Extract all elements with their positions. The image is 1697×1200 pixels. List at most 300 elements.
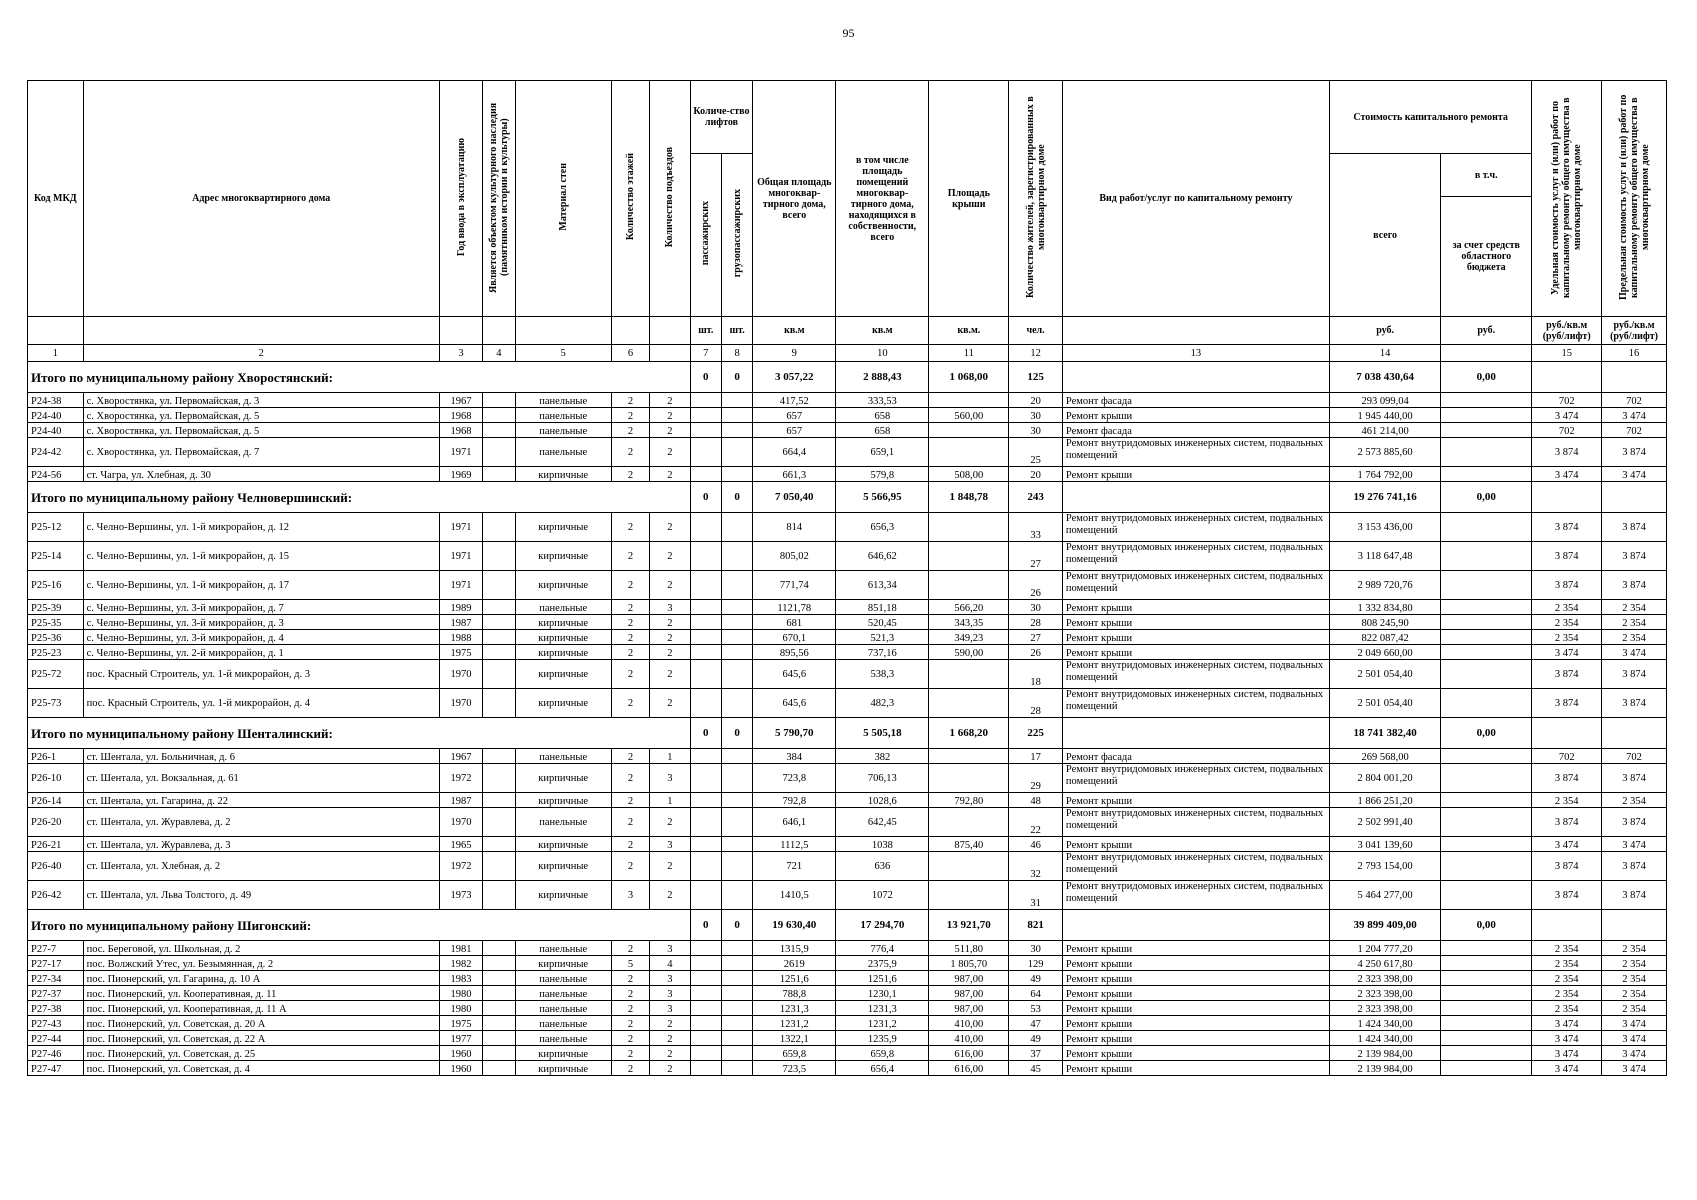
row-cost-regional	[1441, 941, 1532, 956]
row-total-area: 661,3	[753, 467, 836, 482]
row-floors: 5	[611, 956, 649, 971]
row-code: Р26-10	[28, 764, 84, 793]
row-entrances: 2	[650, 513, 690, 542]
row-unit-cost: 3 474	[1532, 837, 1602, 852]
row-heritage	[483, 600, 515, 615]
header-residents: Количество жителей, зарегистрированных в многоквартирном доме	[1009, 81, 1063, 317]
row-cost-total: 2 501 054,40	[1329, 689, 1440, 718]
row-residents: 31	[1009, 881, 1063, 910]
table-row	[28, 1001, 1667, 1016]
group-total-row	[28, 362, 1667, 393]
row-heritage	[483, 645, 515, 660]
column-index-cell: 2	[83, 345, 439, 362]
row-address: с. Хворостянка, ул. Первомайская, д. 3	[83, 393, 439, 408]
row-work-type: Ремонт крыши	[1062, 1046, 1329, 1061]
row-limit-cost: 2 354	[1602, 793, 1667, 808]
header-cost-incl: в т.ч.	[1441, 154, 1532, 197]
row-roof-area: 1 805,70	[929, 956, 1009, 971]
row-heritage	[483, 764, 515, 793]
group-total-area: 5 790,70	[753, 718, 836, 749]
unit-pcs: шт.	[690, 317, 721, 345]
row-cost-total: 2 323 398,00	[1329, 1001, 1440, 1016]
row-work-type: Ремонт внутридомовых инженерных систем, подвальных помещений	[1062, 513, 1329, 542]
row-work-type: Ремонт внутридомовых инженерных систем, подвальных помещений	[1062, 660, 1329, 689]
row-roof-area: 410,00	[929, 1016, 1009, 1031]
row-work-type: Ремонт крыши	[1062, 986, 1329, 1001]
table-row	[28, 793, 1667, 808]
row-unit-cost: 2 354	[1532, 956, 1602, 971]
group-lifts-pass: 0	[690, 362, 721, 393]
row-total-area: 384	[753, 749, 836, 764]
row-lifts-cargo	[721, 542, 752, 571]
row-code: Р27-38	[28, 1001, 84, 1016]
row-code: Р25-39	[28, 600, 84, 615]
row-heritage	[483, 615, 515, 630]
row-work-type: Ремонт крыши	[1062, 1016, 1329, 1031]
header-cost: Стоимость капитального ремонта	[1329, 81, 1531, 154]
unit-pcs: шт.	[721, 317, 752, 345]
column-index-cell: 13	[1062, 345, 1329, 362]
column-index-cell: 7	[690, 345, 721, 362]
row-total-area: 681	[753, 615, 836, 630]
row-address: с. Челно-Вершины, ул. 1-й микрорайон, д. 17	[83, 571, 439, 600]
row-year: 1975	[439, 645, 483, 660]
row-unit-cost: 3 874	[1532, 660, 1602, 689]
row-lifts-pass	[690, 408, 721, 423]
row-residents: 32	[1009, 852, 1063, 881]
row-address: ст. Шентала, ул. Журавлева, д. 2	[83, 808, 439, 837]
table-row	[28, 600, 1667, 615]
row-total-area: 1231,3	[753, 1001, 836, 1016]
row-unit-cost: 2 354	[1532, 630, 1602, 645]
row-heritage	[483, 793, 515, 808]
row-year: 1983	[439, 971, 483, 986]
group-work-empty	[1062, 718, 1329, 749]
row-work-type: Ремонт крыши	[1062, 467, 1329, 482]
row-floors: 2	[611, 808, 649, 837]
table-row	[28, 571, 1667, 600]
row-residents: 28	[1009, 615, 1063, 630]
row-entrances: 2	[650, 467, 690, 482]
row-cost-total: 808 245,90	[1329, 615, 1440, 630]
row-address: пос. Пионерский, ул. Гагарина, д. 10 А	[83, 971, 439, 986]
row-residents: 27	[1009, 542, 1063, 571]
row-cost-regional	[1441, 438, 1532, 467]
row-walls: панельные	[515, 1001, 611, 1016]
row-work-type: Ремонт внутридомовых инженерных систем, подвальных помещений	[1062, 438, 1329, 467]
group-owned-area: 5 566,95	[836, 482, 929, 513]
row-owned-area: 1251,6	[836, 971, 929, 986]
row-cost-regional	[1441, 764, 1532, 793]
row-floors: 2	[611, 971, 649, 986]
row-owned-area: 579,8	[836, 467, 929, 482]
row-address: ст. Чагра, ул. Хлебная, д. 30	[83, 467, 439, 482]
row-year: 1980	[439, 986, 483, 1001]
row-roof-area: 410,00	[929, 1031, 1009, 1046]
row-total-area: 895,56	[753, 645, 836, 660]
row-total-area: 657	[753, 423, 836, 438]
row-lifts-cargo	[721, 660, 752, 689]
row-cost-total: 5 464 277,00	[1329, 881, 1440, 910]
row-entrances: 2	[650, 438, 690, 467]
row-heritage	[483, 749, 515, 764]
row-floors: 2	[611, 852, 649, 881]
row-residents: 20	[1009, 467, 1063, 482]
row-work-type: Ремонт крыши	[1062, 408, 1329, 423]
column-index-cell: 9	[753, 345, 836, 362]
row-cost-total: 1 866 251,20	[1329, 793, 1440, 808]
row-work-type: Ремонт крыши	[1062, 941, 1329, 956]
row-cost-total: 2 501 054,40	[1329, 660, 1440, 689]
row-cost-regional	[1441, 808, 1532, 837]
row-total-area: 645,6	[753, 689, 836, 718]
group-title: Итого по муниципальному району Хворостянский:	[28, 362, 691, 393]
row-roof-area	[929, 852, 1009, 881]
row-unit-cost: 3 874	[1532, 808, 1602, 837]
row-year: 1982	[439, 956, 483, 971]
row-unit-cost: 2 354	[1532, 986, 1602, 1001]
row-limit-cost: 3 474	[1602, 1061, 1667, 1076]
group-roof-area: 1 068,00	[929, 362, 1009, 393]
row-walls: панельные	[515, 1016, 611, 1031]
row-residents: 37	[1009, 1046, 1063, 1061]
row-owned-area: 737,16	[836, 645, 929, 660]
column-index-cell: 10	[836, 345, 929, 362]
row-total-area: 788,8	[753, 986, 836, 1001]
table-row	[28, 1046, 1667, 1061]
row-unit-cost: 702	[1532, 749, 1602, 764]
row-walls: панельные	[515, 986, 611, 1001]
row-owned-area: 1038	[836, 837, 929, 852]
row-code: Р25-23	[28, 645, 84, 660]
row-heritage	[483, 1046, 515, 1061]
group-total-area: 7 050,40	[753, 482, 836, 513]
row-lifts-cargo	[721, 1016, 752, 1031]
row-cost-total: 2 323 398,00	[1329, 971, 1440, 986]
row-year: 1960	[439, 1046, 483, 1061]
row-year: 1970	[439, 689, 483, 718]
row-unit-cost: 3 874	[1532, 542, 1602, 571]
row-address: с. Хворостянка, ул. Первомайская, д. 5	[83, 408, 439, 423]
row-roof-area: 875,40	[929, 837, 1009, 852]
row-lifts-cargo	[721, 513, 752, 542]
table-row	[28, 956, 1667, 971]
row-unit-cost: 3 474	[1532, 1061, 1602, 1076]
row-residents: 49	[1009, 971, 1063, 986]
row-lifts-pass	[690, 689, 721, 718]
row-walls: кирпичные	[515, 956, 611, 971]
row-cost-total: 461 214,00	[1329, 423, 1440, 438]
row-heritage	[483, 571, 515, 600]
row-heritage	[483, 689, 515, 718]
column-index-cell: 3	[439, 345, 483, 362]
row-walls: кирпичные	[515, 645, 611, 660]
row-heritage	[483, 408, 515, 423]
row-work-type: Ремонт внутридомовых инженерных систем, подвальных помещений	[1062, 571, 1329, 600]
row-residents: 28	[1009, 689, 1063, 718]
row-lifts-cargo	[721, 941, 752, 956]
row-unit-cost: 3 874	[1532, 689, 1602, 718]
units-row	[28, 317, 1667, 345]
group-work-empty	[1062, 362, 1329, 393]
row-owned-area: 646,62	[836, 542, 929, 571]
row-heritage	[483, 1031, 515, 1046]
row-cost-regional	[1441, 630, 1532, 645]
row-total-area: 670,1	[753, 630, 836, 645]
row-cost-regional	[1441, 986, 1532, 1001]
row-code: Р27-43	[28, 1016, 84, 1031]
row-code: Р26-14	[28, 793, 84, 808]
row-lifts-cargo	[721, 1031, 752, 1046]
unit-rub: руб.	[1441, 317, 1532, 345]
row-cost-total: 822 087,42	[1329, 630, 1440, 645]
row-address: ст. Шентала, ул. Журавлева, д. 3	[83, 837, 439, 852]
row-roof-area	[929, 438, 1009, 467]
header-walls: Материал стен	[515, 81, 611, 317]
row-work-type: Ремонт крыши	[1062, 793, 1329, 808]
row-entrances: 3	[650, 600, 690, 615]
row-entrances: 2	[650, 542, 690, 571]
row-code: Р24-56	[28, 467, 84, 482]
row-cost-total: 2 793 154,00	[1329, 852, 1440, 881]
row-cost-total: 3 041 139,60	[1329, 837, 1440, 852]
row-floors: 2	[611, 615, 649, 630]
row-total-area: 664,4	[753, 438, 836, 467]
row-lifts-cargo	[721, 600, 752, 615]
row-floors: 2	[611, 793, 649, 808]
row-total-area: 771,74	[753, 571, 836, 600]
row-total-area: 805,02	[753, 542, 836, 571]
row-lifts-pass	[690, 1001, 721, 1016]
row-total-area: 1251,6	[753, 971, 836, 986]
row-year: 1960	[439, 1061, 483, 1076]
row-limit-cost: 3 874	[1602, 438, 1667, 467]
row-limit-cost: 3 874	[1602, 571, 1667, 600]
row-owned-area: 482,3	[836, 689, 929, 718]
column-index-cell: 12	[1009, 345, 1063, 362]
row-walls: кирпичные	[515, 542, 611, 571]
group-residents: 125	[1009, 362, 1063, 393]
unit-sqm-roof: кв.м.	[929, 317, 1009, 345]
row-cost-total: 1 945 440,00	[1329, 408, 1440, 423]
row-heritage	[483, 837, 515, 852]
row-walls: кирпичные	[515, 615, 611, 630]
row-heritage	[483, 393, 515, 408]
header-work-type: Вид работ/услуг по капитальному ремонту	[1062, 81, 1329, 317]
row-walls: панельные	[515, 408, 611, 423]
row-entrances: 2	[650, 571, 690, 600]
header-address: Адрес многоквартирного дома	[83, 81, 439, 317]
row-address: с. Челно-Вершины, ул. 3-й микрорайон, д. 3	[83, 615, 439, 630]
row-roof-area	[929, 808, 1009, 837]
row-owned-area: 851,18	[836, 600, 929, 615]
row-total-area: 1315,9	[753, 941, 836, 956]
group-cost-regional: 0,00	[1441, 910, 1532, 941]
row-total-area: 1410,5	[753, 881, 836, 910]
group-limit-empty	[1602, 910, 1667, 941]
row-owned-area: 636	[836, 852, 929, 881]
row-cost-regional	[1441, 600, 1532, 615]
row-cost-regional	[1441, 542, 1532, 571]
header-heritage: Является объектом культурного наследия (памятником истории и культуры)	[483, 81, 515, 317]
row-owned-area: 538,3	[836, 660, 929, 689]
row-walls: панельные	[515, 808, 611, 837]
row-roof-area	[929, 749, 1009, 764]
header-lifts-pass: пассажирских	[690, 154, 721, 317]
header-owned-area: в том числе площадь помещений многоквар-тирного дома, находящихся в собственности, всего	[836, 81, 929, 317]
row-limit-cost: 3 474	[1602, 837, 1667, 852]
row-year: 1971	[439, 571, 483, 600]
row-floors: 2	[611, 1061, 649, 1076]
row-work-type: Ремонт внутридомовых инженерных систем, подвальных помещений	[1062, 881, 1329, 910]
row-total-area: 792,8	[753, 793, 836, 808]
table-row	[28, 542, 1667, 571]
group-unit-empty	[1532, 362, 1602, 393]
row-cost-total: 1 204 777,20	[1329, 941, 1440, 956]
row-walls: кирпичные	[515, 837, 611, 852]
row-residents: 33	[1009, 513, 1063, 542]
row-roof-area: 616,00	[929, 1046, 1009, 1061]
capital-repair-table	[27, 80, 1667, 1076]
row-owned-area: 382	[836, 749, 929, 764]
row-cost-regional	[1441, 793, 1532, 808]
row-work-type: Ремонт фасада	[1062, 393, 1329, 408]
header-limit-cost: Предельная стоимость услуг и (или) работ по капитальному ремонту общего имущества в многоквартирном доме	[1602, 81, 1667, 317]
row-limit-cost: 3 874	[1602, 542, 1667, 571]
row-owned-area: 1230,1	[836, 986, 929, 1001]
row-roof-area: 511,80	[929, 941, 1009, 956]
row-walls: панельные	[515, 941, 611, 956]
row-roof-area	[929, 542, 1009, 571]
row-owned-area: 642,45	[836, 808, 929, 837]
row-heritage	[483, 852, 515, 881]
row-walls: кирпичные	[515, 764, 611, 793]
row-floors: 2	[611, 467, 649, 482]
row-lifts-pass	[690, 956, 721, 971]
table-row	[28, 645, 1667, 660]
row-code: Р24-40	[28, 408, 84, 423]
row-code: Р25-12	[28, 513, 84, 542]
row-owned-area: 1231,3	[836, 1001, 929, 1016]
row-owned-area: 658	[836, 423, 929, 438]
header-roof-area: Площадь крыши	[929, 81, 1009, 317]
row-entrances: 2	[650, 423, 690, 438]
row-year: 1971	[439, 438, 483, 467]
column-index-cell	[1441, 345, 1532, 362]
row-cost-regional	[1441, 615, 1532, 630]
row-cost-total: 1 764 792,00	[1329, 467, 1440, 482]
row-residents: 26	[1009, 571, 1063, 600]
row-year: 1977	[439, 1031, 483, 1046]
row-entrances: 2	[650, 615, 690, 630]
row-address: ст. Шентала, ул. Вокзальная, д. 61	[83, 764, 439, 793]
row-limit-cost: 3 474	[1602, 1046, 1667, 1061]
row-cost-regional	[1441, 689, 1532, 718]
row-year: 1973	[439, 881, 483, 910]
row-address: ст. Шентала, ул. Хлебная, д. 2	[83, 852, 439, 881]
row-lifts-cargo	[721, 467, 752, 482]
group-title: Итого по муниципальному району Шигонский:	[28, 910, 691, 941]
group-total-row	[28, 482, 1667, 513]
row-entrances: 3	[650, 986, 690, 1001]
row-residents: 46	[1009, 837, 1063, 852]
row-roof-area	[929, 513, 1009, 542]
group-total-area: 3 057,22	[753, 362, 836, 393]
row-work-type: Ремонт фасада	[1062, 749, 1329, 764]
group-owned-area: 5 505,18	[836, 718, 929, 749]
row-floors: 2	[611, 1031, 649, 1046]
table-body	[28, 345, 1667, 1076]
row-total-area: 1121,78	[753, 600, 836, 615]
row-year: 1968	[439, 408, 483, 423]
unit-sqm: кв.м	[836, 317, 929, 345]
row-entrances: 2	[650, 1031, 690, 1046]
row-unit-cost: 2 354	[1532, 941, 1602, 956]
row-limit-cost: 2 354	[1602, 986, 1667, 1001]
group-work-empty	[1062, 910, 1329, 941]
row-address: ст. Шентала, ул. Больничная, д. 6	[83, 749, 439, 764]
row-address: с. Хворостянка, ул. Первомайская, д. 7	[83, 438, 439, 467]
group-unit-empty	[1532, 910, 1602, 941]
row-roof-area	[929, 689, 1009, 718]
group-lifts-cargo: 0	[721, 718, 752, 749]
row-entrances: 2	[650, 645, 690, 660]
row-year: 1971	[439, 542, 483, 571]
row-address: с. Челно-Вершины, ул. 1-й микрорайон, д. 15	[83, 542, 439, 571]
row-owned-area: 659,8	[836, 1046, 929, 1061]
row-work-type: Ремонт внутридомовых инженерных систем, подвальных помещений	[1062, 689, 1329, 718]
row-limit-cost: 2 354	[1602, 956, 1667, 971]
row-unit-cost: 3 874	[1532, 571, 1602, 600]
row-lifts-pass	[690, 615, 721, 630]
group-cost-regional: 0,00	[1441, 718, 1532, 749]
row-floors: 2	[611, 513, 649, 542]
column-index-cell	[650, 345, 690, 362]
row-cost-regional	[1441, 881, 1532, 910]
row-walls: панельные	[515, 438, 611, 467]
row-entrances: 4	[650, 956, 690, 971]
row-roof-area	[929, 393, 1009, 408]
row-residents: 64	[1009, 986, 1063, 1001]
row-lifts-pass	[690, 645, 721, 660]
row-roof-area: 987,00	[929, 971, 1009, 986]
row-work-type: Ремонт внутридомовых инженерных систем, подвальных помещений	[1062, 852, 1329, 881]
table-row	[28, 749, 1667, 764]
row-code: Р24-40	[28, 423, 84, 438]
row-heritage	[483, 660, 515, 689]
row-heritage	[483, 1061, 515, 1076]
row-code: Р27-17	[28, 956, 84, 971]
row-heritage	[483, 941, 515, 956]
column-index-cell: 14	[1329, 345, 1440, 362]
group-lifts-pass: 0	[690, 910, 721, 941]
row-lifts-pass	[690, 852, 721, 881]
row-address: пос. Пионерский, ул. Советская, д. 25	[83, 1046, 439, 1061]
table-row	[28, 689, 1667, 718]
row-roof-area: 792,80	[929, 793, 1009, 808]
row-work-type: Ремонт внутридомовых инженерных систем, подвальных помещений	[1062, 542, 1329, 571]
row-unit-cost: 3 474	[1532, 467, 1602, 482]
row-floors: 2	[611, 600, 649, 615]
row-entrances: 3	[650, 837, 690, 852]
row-total-area: 645,6	[753, 660, 836, 689]
row-lifts-cargo	[721, 615, 752, 630]
group-lifts-cargo: 0	[721, 482, 752, 513]
row-lifts-pass	[690, 542, 721, 571]
row-year: 1980	[439, 1001, 483, 1016]
row-floors: 2	[611, 423, 649, 438]
row-cost-total: 4 250 617,80	[1329, 956, 1440, 971]
